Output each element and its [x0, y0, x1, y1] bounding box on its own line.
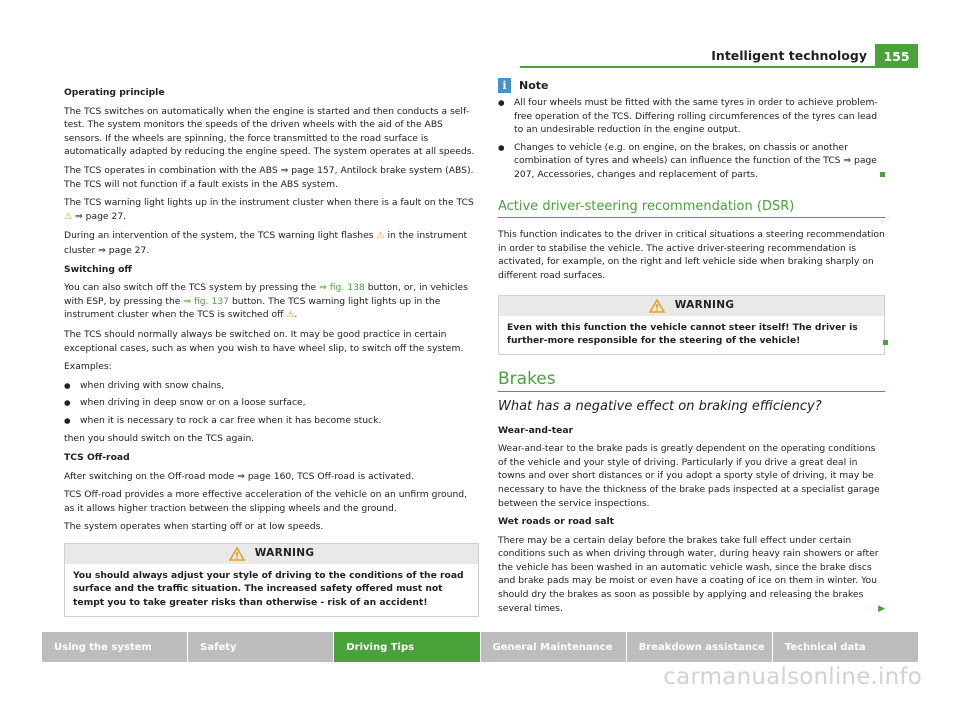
- paragraph: You can also switch off the TCS system by pressing the ⇒ fig. 138 button, or, in vehicles with ESP, by pressing the ⇒ fig. 137 button. The TCS warning light lights up in the instrument cluster when the TCS is switched off ⚠.: [64, 282, 468, 321]
- examples-list: [64, 379, 479, 428]
- paragraph: This function indicates to the driver in critical situations a steering recommendation in order to stabilise the vehicle. The active driver-steering recommendation is activated, for example, on the right and left vehicle side when braking sharply on different road surfaces.: [498, 229, 885, 281]
- warning-triangle-icon: [229, 547, 245, 561]
- examples-label: Examples:: [64, 361, 112, 373]
- list-item: ● All four wheels must be fitted with the same tyres in order to achieve problem-free operation of the TCS. Differing rolling circumferences of the tyres can lead to an undesirable reduction in the engine output.: [498, 96, 885, 137]
- text: Even with this function the vehicle cannot steer itself! The driver is further-more responsible for the steering of the vehicle!: [507, 321, 858, 346]
- wear-heading: Wear-and-tear: [498, 424, 574, 436]
- paragraph: The TCS should normally always be switched on. It may be good practice in certain exceptional cases, such as when you wish to have wheel slip, to switch off the system.: [64, 328, 464, 354]
- figure-link[interactable]: ⇒ fig. 138: [319, 282, 365, 294]
- chapter-nav: [42, 632, 918, 662]
- warning-box: [498, 295, 885, 356]
- text: Changes to vehicle (e.g. on engine, on the brakes, on chassis or another combination of tyres and wheels) can influence the function of the TCS ⇒ page 207, Accessories, changes and replacement of parts.: [514, 141, 877, 180]
- list-item: [498, 141, 885, 182]
- continue-arrow-icon: ▶: [878, 603, 885, 614]
- section-end-marker: [883, 340, 888, 345]
- tab-technical-data[interactable]: Technical data: [773, 632, 918, 662]
- warning-header: [499, 296, 884, 316]
- text: You can also switch off the TCS system by pressing the: [64, 282, 317, 294]
- wet-roads-heading: Wet roads or road salt: [498, 516, 614, 528]
- watermark: carmanualsonline.info: [663, 664, 922, 690]
- tcs-offroad-heading: TCS Off-road: [64, 452, 130, 464]
- section-end-marker: [880, 172, 885, 177]
- left-column: [64, 86, 479, 617]
- dsr-heading: Active driver-steering recommendation (DSR): [498, 200, 885, 219]
- tab-breakdown-assistance[interactable]: Breakdown assistance: [627, 632, 772, 662]
- header-title: Intelligent technology: [711, 48, 867, 63]
- tab-using-the-system[interactable]: Using the system: [42, 632, 187, 662]
- note-list: [498, 96, 885, 182]
- tab-driving-tips[interactable]: Driving Tips: [334, 632, 479, 662]
- paragraph: TCS Off-road provides a more effective acceleration of the vehicle on an unfirm ground, as it allows higher traction between the slipping wheels and the ground.: [64, 489, 468, 514]
- tcs-warning-light-icon: ⚠: [286, 310, 295, 321]
- brakes-question: What has a negative effect on braking efficiency?: [498, 398, 822, 414]
- paragraph: The TCS operates in combination with the ABS ⇒ page 157, Antilock brake system (ABS). The TCS will not function if a fault exists in the ABS system.: [64, 164, 474, 190]
- paragraph: After switching on the Off-road mode ⇒ page 160, TCS Off-road is activated.: [64, 470, 414, 482]
- list-item: ● when it is necessary to rock a car free when it has become stuck.: [64, 414, 479, 428]
- warning-label: WARNING: [674, 298, 735, 311]
- text: button. The TCS warning light lights up in the instrument cluster when the TCS is switched off: [64, 295, 441, 321]
- paragraph: [64, 229, 479, 257]
- note-label: Note: [519, 78, 549, 92]
- tcs-warning-light-icon: ⚠: [64, 211, 73, 222]
- text: in the instrument cluster ⇒ page 27.: [64, 230, 468, 256]
- brakes-heading: Brakes: [498, 373, 885, 392]
- warning-label: WARNING: [254, 547, 315, 560]
- text: During an intervention of the system, the TCS warning light flashes: [64, 230, 374, 242]
- operating-principle-heading: Operating principle: [64, 87, 165, 98]
- text: button, or, in vehicles with ESP, by pressing the: [64, 282, 468, 307]
- paragraph: The system operates when starting off or at low speeds.: [64, 521, 324, 533]
- tab-general-maintenance[interactable]: General Maintenance: [481, 632, 626, 662]
- right-column: [498, 78, 885, 620]
- text: ⇒ page 27.: [75, 210, 127, 222]
- warning-triangle-icon: [649, 299, 665, 313]
- info-note-icon: i: [498, 78, 511, 93]
- paragraph: [64, 196, 479, 224]
- header-rule: [520, 66, 875, 68]
- paragraph: The TCS switches on automatically when the engine is started and then conducts a self-test. The system monitors the speeds of the driven wheels with the aid of the ABS sensors. If the wheels are spinning, the force transmitted to the road surface is automatically adapted by reducing the engine speed. The system operates at all speeds.: [64, 105, 475, 158]
- warning-header: [65, 544, 478, 564]
- list-item: ● when driving with snow chains,: [64, 379, 479, 393]
- tcs-warning-light-icon: ⚠: [376, 231, 385, 242]
- switching-off-heading: Switching off: [64, 263, 132, 275]
- text: The TCS warning light lights up in the instrument cluster when there is a fault on the TCS: [64, 197, 474, 209]
- warning-box: [64, 543, 479, 617]
- list-item: ● when driving in deep snow or on a loose surface,: [64, 396, 479, 410]
- text: There may be a certain delay before the brakes take full effect under certain conditions such as when driving through water, during heavy rain showers or after the vehicle has been washed in an automatic vehicle wash, since the brake discs and brake pads may be moist or even have a coating of ice on them in winter. You should dry the brakes as soon as possible by applying and releasing the brakes several times.: [498, 534, 879, 614]
- warning-text: You should always adjust your style of driving to the conditions of the road surface and the traffic situation. The increased safety offered must not tempt you to take greater risks than otherwise - risk of an accident!: [73, 570, 464, 608]
- paragraph: then you should switch on the TCS again.: [64, 433, 255, 445]
- tab-safety[interactable]: Safety: [188, 632, 333, 662]
- page-number: 155: [875, 44, 918, 68]
- figure-link[interactable]: ⇒ fig. 137: [183, 295, 230, 307]
- paragraph: [498, 534, 885, 616]
- warning-text: [499, 316, 884, 355]
- paragraph: Wear-and-tear to the brake pads is greatly dependent on the operating conditions of the vehicle and your style of driving. Particularly if you drive a great deal in towns and over short distances or if you adopt a sporty style of driving, it may be necessary to have the thickness of the brake pads inspected at a specialist garage between the service inspections.: [498, 443, 880, 509]
- note-header: [498, 78, 885, 93]
- page-header: [0, 0, 960, 70]
